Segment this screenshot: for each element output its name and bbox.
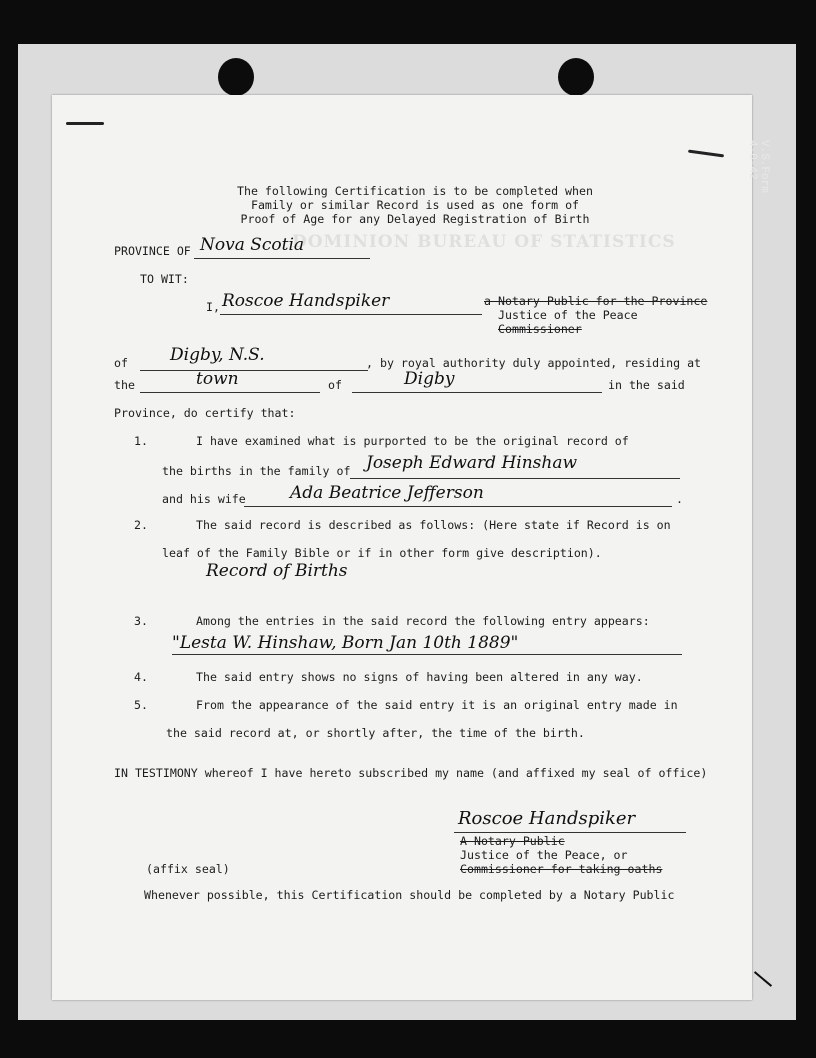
title-option-justice: Justice of the Peace: [498, 308, 638, 322]
in-the-said-text: in the said: [608, 378, 685, 392]
signature-line: [454, 832, 686, 833]
royal-authority-text: , by royal authority duly appointed, residing at: [366, 356, 702, 370]
header-line-1: The following Certification is to be completed when: [237, 184, 593, 198]
staple-mark-left: [66, 122, 104, 125]
certifier-name: Roscoe Handspiker: [222, 291, 390, 311]
item-3-text: Among the entries in the said record the following entry appears:: [196, 614, 650, 628]
item-1-text-b: the births in the family of: [162, 464, 351, 478]
item-3-number: 3.: [134, 614, 148, 628]
sign-title-notary: A Notary Public: [460, 834, 565, 848]
punch-hole-right: [558, 58, 594, 96]
family-name-underline: [350, 478, 680, 479]
of-label-2: of: [328, 378, 342, 392]
of-value: Digby, N.S.: [170, 345, 265, 365]
province-value: Nova Scotia: [200, 235, 305, 255]
footer-note: Whenever possible, this Certification should be completed by a Notary Public: [144, 888, 675, 902]
item-4-text: The said entry shows no signs of having been altered in any way.: [196, 670, 643, 684]
residence-type-underline: [140, 392, 320, 393]
family-name: Joseph Edward Hinshaw: [366, 453, 578, 473]
title-option-notary: a Notary Public for the Province: [484, 294, 708, 308]
of-label: of: [114, 356, 128, 370]
residence-place: Digby: [404, 369, 455, 389]
watermark-text: DOMINION BUREAU OF STATISTICS: [292, 232, 676, 252]
wife-name: Ada Beatrice Jefferson: [290, 483, 484, 503]
item-2-number: 2.: [134, 518, 148, 532]
sign-title-justice: Justice of the Peace, or: [460, 848, 628, 862]
affix-seal-label: (affix seal): [146, 862, 230, 876]
item-1-text-c: and his wife: [162, 492, 246, 506]
item-1-text-a: I have examined what is purported to be the original record of: [196, 434, 629, 448]
province-label: PROVINCE OF: [114, 244, 191, 258]
entry-underline: [172, 654, 682, 655]
to-wit-label: TO WIT:: [140, 272, 189, 286]
item-5-text-a: From the appearance of the said entry it is an original entry made in: [196, 698, 678, 712]
item-2-text-a: The said record is described as follows: (Here state if Record is on: [196, 518, 671, 532]
item-2-text-b: leaf of the Family Bible or if in other form give description).: [162, 546, 602, 560]
the-label: the: [114, 378, 135, 392]
residence-type: town: [196, 369, 239, 389]
header-line-3: Proof of Age for any Delayed Registration of Birth: [240, 212, 590, 226]
certifier-underline: [220, 314, 482, 315]
i-label: I,: [206, 300, 220, 314]
punch-hole-left: [218, 58, 254, 96]
item-5-number: 5.: [134, 698, 148, 712]
title-option-commissioner: Commissioner: [498, 322, 582, 336]
item-5-text-b: the said record at, or shortly after, the time of the birth.: [166, 726, 585, 740]
testimony-text: IN TESTIMONY whereof I have hereto subscribed my name (and affixed my seal of office): [114, 766, 708, 780]
record-description: Record of Births: [206, 561, 348, 581]
province-certify-text: Province, do certify that:: [114, 406, 296, 420]
signature: Roscoe Handspiker: [458, 808, 636, 829]
wife-name-underline: [244, 506, 672, 507]
residence-place-underline: [352, 392, 602, 393]
header-line-2: Family or similar Record is used as one form of: [250, 198, 580, 212]
province-underline: [194, 258, 370, 259]
sign-title-commissioner: Commissioner for taking oaths: [460, 862, 663, 876]
entry-text: "Lesta W. Hinshaw, Born Jan 10th 1889": [172, 633, 519, 653]
item-1-number: 1.: [134, 434, 148, 448]
item-1-period: .: [676, 492, 683, 506]
item-4-number: 4.: [134, 670, 148, 684]
of-underline: [140, 370, 368, 371]
form-number-label: V.S.Form 4-0-42: [746, 140, 770, 193]
